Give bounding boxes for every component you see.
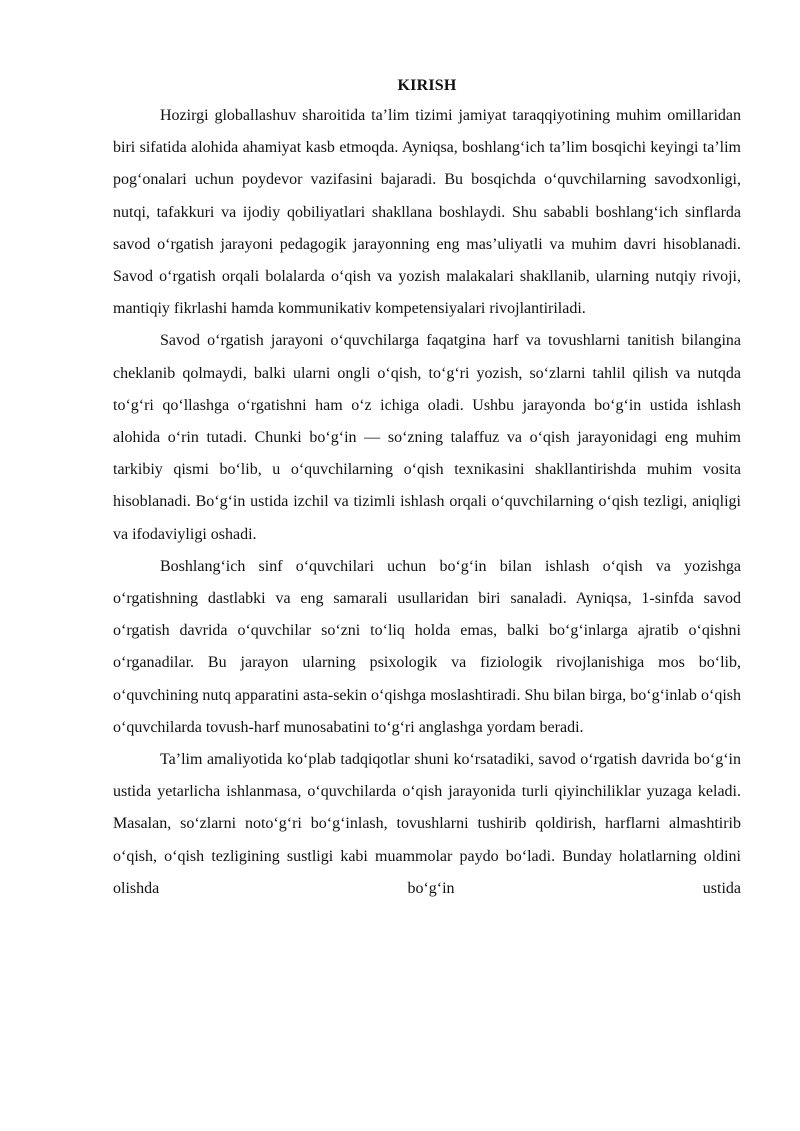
document-page — [113, 74, 741, 905]
paragraph-2: Savod o‘rgatish jarayoni o‘quvchilarga faqatgina harf va tovushlarni tanitish bilangina cheklanib qolmaydi, balki ularni ongli o‘qish, to‘g‘ri yozish, so‘zlarni tahlil qilish va nutqda to‘g‘ri qo‘llashga o‘rgatishni ham o‘z ichiga oladi. Ushbu jarayonda bo‘g‘in ustida ishlash alohida o‘rin tutadi. Chunki bo‘g‘in — so‘zning talaffuz va o‘qish jarayonidagi eng muhim tarkibiy qismi bo‘lib, u o‘quvchilarning o‘qish texnikasini shakllantirishda muhim vosita hisoblanadi. Bo‘g‘in ustida izchil va tizimli ishlash orqali o‘quvchilarning o‘qish tezligi, aniqligi va ifodaviyligi oshadi. — [113, 332, 741, 543]
paragraph-3: Boshlang‘ich sinf o‘quvchilari uchun bo‘g‘in bilan ishlash o‘qish va yozishga o‘rgatishning dastlabki va eng samarali usullaridan biri sanaladi. Ayniqsa, 1-sinfda savod o‘rgatish davrida o‘quvchilar so‘zni to‘liq holda emas, balki bo‘g‘inlarga ajratib o‘qishni o‘rganadilar. Bu jarayon ularning psixologik va fiziologik rivojlanishiga mos bo‘lib, o‘quvchining nutq apparatini asta-sekin o‘qishga moslashtiradi. Shu bilan birga, bo‘g‘inlab o‘qish o‘quvchilarda tovush-harf munosabatini to‘g‘ri anglashga yordam beradi. — [113, 557, 741, 736]
paragraph-1: Hozirgi globallashuv sharoitida ta’lim tizimi jamiyat taraqqiyotining muhim omillaridan biri sifatida alohida ahamiyat kasb etmoqda. Ayniqsa, boshlang‘ich ta’lim bosqichi keyingi ta’lim pog‘onalari uchun poydevor vazifasini bajaradi. Bu bosqichda o‘quvchilarning savodxonligi, nutqi, tafakkuri va ijodiy qobiliyatlari shakllana boshlaydi. Shu sababli boshlang‘ich sinflarda savod o‘rgatish jarayoni pedagogik jarayonning eng mas’uliyatli va muhim davri hisoblanadi. Savod o‘rgatish orqali bolalarda o‘qish va yozish malakalari shakllanib, ularning nutqiy rivoji, mantiqiy fikrlashi hamda kommunikativ kompetensiyalari rivojlantiriladi. — [113, 107, 741, 318]
paragraph-4: Ta’lim amaliyotida ko‘plab tadqiqotlar shuni ko‘rsatadiki, savod o‘rgatish davrida bo‘g‘in ustida yetarlicha ishlanmasa, o‘quvchilarda o‘qish jarayonida turli qiyinchiliklar yuzaga keladi. Masalan, so‘zlarni noto‘g‘ri bo‘g‘inlash, tovushlarni tushirib qoldirish, harflarni almashtirib o‘qish, o‘qish tezligining sustligi kabi muammolar paydo bo‘ladi. Bunday holatlarning oldini olishda bo‘g‘in ustida — [113, 751, 741, 897]
page-title: KIRISH — [397, 77, 457, 94]
